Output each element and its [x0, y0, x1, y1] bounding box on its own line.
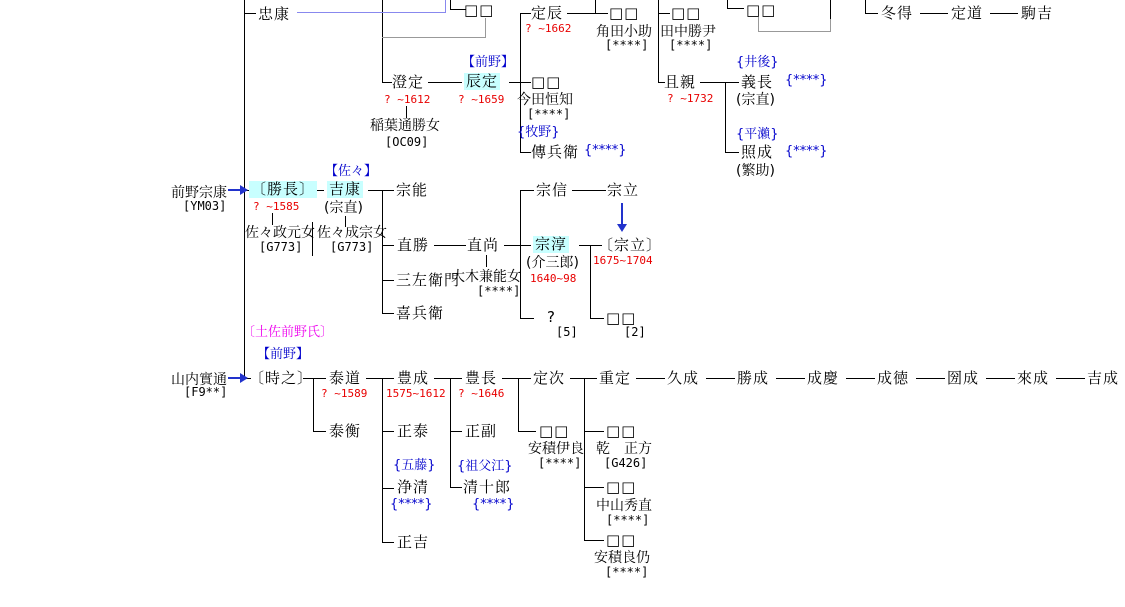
connector-line — [450, 378, 462, 379]
connector-line — [584, 540, 604, 541]
connector-line — [313, 378, 326, 379]
relative-name: 田中勝尹 — [660, 24, 716, 40]
relative-name: 中山秀直 — [596, 498, 652, 514]
life-dates: 1575~1612 — [386, 387, 446, 400]
person-name: 成徳 — [877, 369, 910, 387]
ref-code: [****] — [606, 513, 650, 527]
life-dates: ? ~1732 — [667, 92, 714, 105]
life-dates: ? ~1662 — [525, 22, 572, 35]
ref-code: [****] — [669, 38, 713, 52]
connector-line — [595, 0, 596, 13]
connector-line — [382, 245, 394, 246]
connector-line — [920, 13, 948, 14]
ref-code: [****] — [527, 107, 571, 121]
connector-line — [382, 280, 394, 281]
reference-person: 山内實通 — [171, 372, 227, 388]
relative-name: 佐々成宗女 — [317, 225, 387, 241]
connector-line — [518, 431, 536, 432]
marriage-line — [758, 17, 759, 32]
person-name: 三左衛門 — [396, 271, 461, 289]
ref-code: [G773] — [330, 240, 374, 254]
ref-code: [F9**] — [184, 385, 228, 399]
connector-line — [1056, 378, 1085, 379]
connector-line — [504, 245, 520, 246]
person-name-highlighted: 宗淳 — [535, 235, 568, 253]
ref-code: [G426] — [604, 456, 648, 470]
person-name: 駒吉 — [1021, 4, 1054, 22]
person-name: 成慶 — [807, 369, 840, 387]
marriage-line — [382, 37, 486, 38]
connector-line — [865, 0, 866, 14]
person-name: 定辰 — [531, 4, 564, 22]
person-name: 〔時之〕 — [249, 369, 314, 387]
link-line — [445, 0, 446, 13]
connector-line — [366, 378, 382, 379]
person-name: 豊長 — [465, 369, 498, 387]
connector-line — [382, 313, 394, 314]
clan-tag: {****} — [785, 144, 828, 159]
ref-code: [G773] — [259, 240, 303, 254]
person-name: 宗信 — [536, 181, 569, 199]
connector-line — [244, 13, 256, 14]
clan-tag: {牧野} — [517, 125, 560, 140]
clan-tag: {****} — [390, 497, 433, 512]
ref-code: [****] — [605, 38, 649, 52]
connector-line — [518, 378, 519, 432]
life-dates: ? ~1585 — [253, 200, 300, 213]
connector-line — [520, 82, 531, 83]
clan-tag: {祖父江} — [457, 459, 513, 474]
connector-line — [584, 378, 597, 379]
person-name: 正吉 — [397, 533, 430, 551]
relative-name: 佐々政元女 — [245, 225, 315, 241]
connector-line — [990, 13, 1018, 14]
connector-line — [570, 378, 584, 379]
person-name: 泰衡 — [329, 422, 362, 440]
relative-name: 今田恒知 — [517, 92, 573, 108]
ref-code: [5] — [556, 325, 578, 339]
connector-line — [776, 378, 805, 379]
connector-line — [406, 106, 407, 118]
ref-code: [YM03] — [183, 199, 227, 213]
person-name: 冬得 — [881, 4, 914, 22]
connector-line — [590, 245, 591, 319]
person-name-highlighted: 吉康 — [329, 180, 362, 198]
life-dates: 1675~1704 — [593, 254, 653, 267]
connector-line — [725, 152, 739, 153]
relative-name: 大木兼能女 — [451, 269, 521, 285]
connector-line — [450, 431, 462, 432]
connector-line — [313, 378, 314, 432]
relative-name: 乾 正方 — [596, 441, 652, 457]
connector-line — [313, 431, 326, 432]
person-name: 直勝 — [397, 236, 430, 254]
spouse-box: □□ — [531, 73, 562, 91]
connector-line — [916, 378, 945, 379]
person-name: 直尚 — [467, 236, 500, 254]
person-name: 義長 — [741, 73, 774, 91]
connector-line — [520, 245, 531, 246]
relative-name: 稲葉通勝女 — [370, 118, 440, 134]
connector-line — [382, 488, 394, 489]
reference-person: 前野宗康 — [171, 185, 227, 201]
clan-tag: {****} — [785, 73, 828, 88]
connector-line — [450, 487, 462, 488]
lineage-tag: 〔土佐前野氏〕 — [242, 325, 334, 340]
ref-code: [****] — [477, 284, 521, 298]
person-name: 泰道 — [329, 369, 362, 387]
connector-line — [636, 378, 665, 379]
unknown-person: ? — [547, 308, 556, 326]
ref-code: [****] — [538, 456, 582, 470]
connector-line — [509, 82, 520, 83]
connector-line — [434, 245, 466, 246]
connector-line — [590, 318, 604, 319]
life-dates: ? ~1612 — [384, 93, 431, 106]
connector-line — [450, 378, 451, 488]
person-name: 〔宗立〕 — [598, 236, 663, 254]
clan-tag: {井後} — [736, 55, 779, 70]
connector-line — [584, 378, 585, 541]
connector-line — [520, 318, 534, 319]
spouse-box: □□ — [606, 422, 637, 440]
person-name: 傳兵衛 — [531, 143, 580, 161]
person-name: 定次 — [533, 369, 566, 387]
person-name: 吉成 — [1087, 369, 1120, 387]
person-name: 豊成 — [397, 369, 430, 387]
connector-line — [382, 82, 392, 83]
connector-line — [584, 431, 604, 432]
relative-name: 角田小助 — [596, 24, 652, 40]
connector-line — [502, 378, 518, 379]
connector-line — [567, 13, 608, 14]
person-name: 宗立 — [607, 181, 640, 199]
person-name: 清十郎 — [463, 478, 512, 496]
spouse-box: □□ — [746, 1, 777, 19]
alias-name: (宗直) — [324, 200, 363, 216]
connector-line — [382, 378, 394, 379]
spouse-box: □□ — [539, 422, 570, 440]
clan-tag: {****} — [472, 497, 515, 512]
clan-tag: {****} — [584, 143, 627, 158]
connector-line — [272, 213, 273, 225]
person-name: 澄定 — [392, 73, 425, 91]
person-name: 忠康 — [258, 5, 291, 23]
connector-line — [520, 190, 521, 319]
marriage-line — [830, 19, 831, 32]
connector-line — [865, 13, 878, 14]
connector-line — [382, 190, 383, 314]
connector-line — [700, 82, 725, 83]
connector-line — [727, 8, 744, 9]
life-dates: ? ~1659 — [458, 93, 505, 106]
spouse-box: □□ — [606, 478, 637, 496]
connector-line — [518, 378, 531, 379]
connector-line — [986, 378, 1015, 379]
connector-line — [572, 190, 606, 191]
connector-line — [725, 82, 726, 153]
clan-tag: {平瀨} — [736, 127, 779, 142]
relative-name: 安積良仍 — [594, 550, 650, 566]
person-name: 圀成 — [947, 369, 980, 387]
person-name: 重定 — [599, 369, 632, 387]
person-name: 勝成 — [737, 369, 770, 387]
connector-line — [706, 378, 735, 379]
alias-name: (繁助) — [736, 163, 775, 179]
person-name: 久成 — [667, 369, 700, 387]
ref-code: [OC09] — [385, 135, 429, 149]
person-name: 正泰 — [397, 422, 430, 440]
connector-line — [382, 431, 394, 432]
connector-line — [658, 13, 670, 14]
connector-line — [486, 255, 487, 267]
connector-line — [725, 82, 739, 83]
clan-tag: 【前野】 — [462, 55, 515, 70]
life-dates: ? ~1589 — [321, 387, 368, 400]
life-dates: 1640~98 — [530, 272, 577, 285]
relative-name: 安積伊良 — [528, 441, 584, 457]
spouse-box: □□ — [606, 531, 637, 549]
clan-tag: 【前野】 — [257, 347, 310, 362]
connector-line — [830, 0, 831, 19]
ref-code: [2] — [624, 325, 646, 339]
connector-line — [520, 152, 531, 153]
life-dates: ? ~1646 — [458, 387, 505, 400]
person-name: 正副 — [465, 422, 498, 440]
alias-name: (介三郎) — [526, 255, 579, 271]
connector-line — [520, 13, 531, 14]
marriage-line — [758, 31, 831, 32]
connector-line — [579, 245, 590, 246]
connector-line — [434, 378, 450, 379]
connector-line — [584, 487, 604, 488]
person-name: 浄清 — [397, 478, 430, 496]
ref-code: [****] — [605, 565, 649, 579]
clan-tag: 【佐々】 — [325, 164, 378, 179]
alias-name: (宗直) — [736, 92, 775, 108]
link-line — [297, 12, 446, 13]
spouse-box: □□ — [671, 4, 702, 22]
person-name: 來成 — [1017, 369, 1050, 387]
connector-line — [368, 190, 382, 191]
spouse-box: □□ — [609, 4, 640, 22]
person-name: 定道 — [951, 4, 984, 22]
person-name: 且親 — [664, 73, 697, 91]
connector-line — [382, 378, 383, 543]
person-name-highlighted: 辰定 — [466, 72, 499, 90]
connector-line — [382, 542, 394, 543]
person-name: 宗能 — [396, 181, 429, 199]
person-name: 照成 — [741, 143, 774, 161]
person-name: 喜兵衛 — [396, 304, 445, 322]
connector-line — [520, 190, 534, 191]
person-name-highlighted: 〔勝長〕 — [251, 180, 316, 198]
spouse-box: □□ — [464, 1, 495, 19]
clan-tag: {五藤} — [393, 458, 436, 473]
connector-line — [428, 82, 462, 83]
marriage-line — [485, 18, 486, 38]
connector-line — [846, 378, 875, 379]
spouse-box: □□ — [606, 309, 637, 327]
connector-line — [382, 190, 394, 191]
